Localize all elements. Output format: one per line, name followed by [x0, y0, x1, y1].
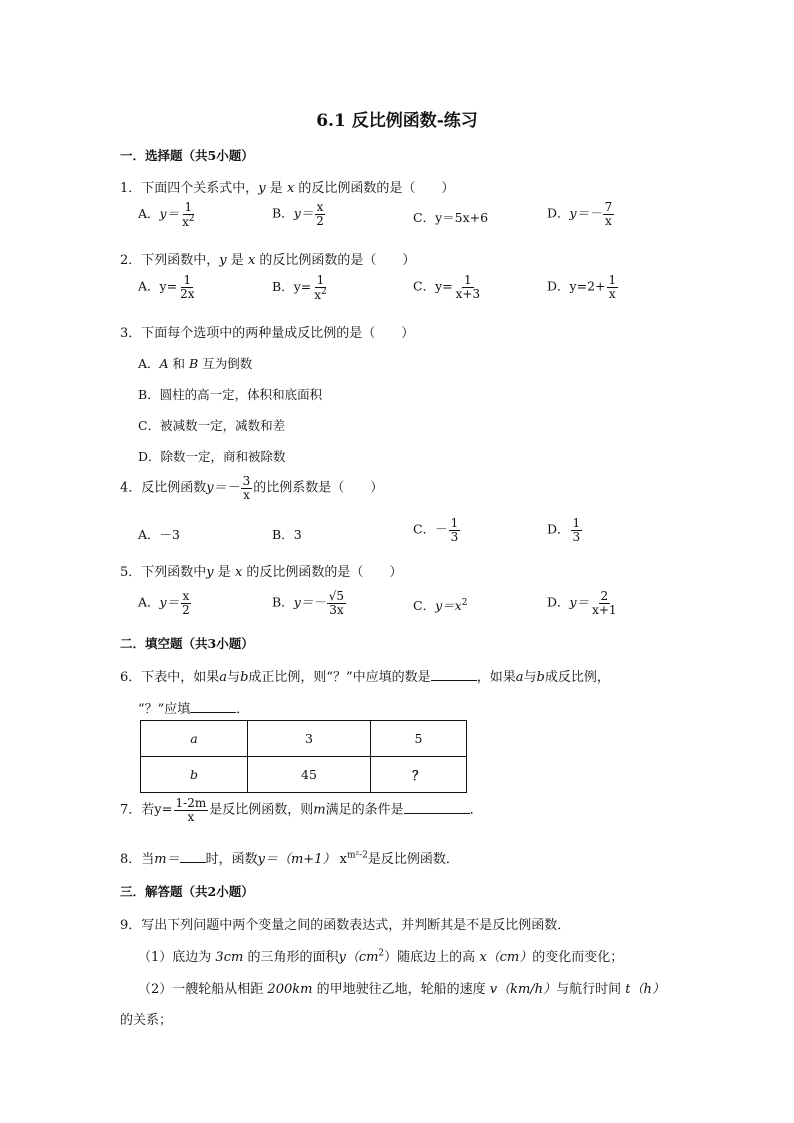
question-9-stem: 9．写出下列问题中两个变量之间的函数表达式，并判断其是不是反比例函数．: [120, 918, 571, 933]
question-3-option-d[interactable]: D．除数一定，商和被除数: [138, 449, 286, 464]
question-5-option-d[interactable]: D．y＝ $\frac{2}{x+1}$: [547, 589, 617, 617]
question-4-option-c[interactable]: C．－ $\frac{1}{3}$: [413, 516, 459, 544]
table-cell: 5: [371, 721, 467, 757]
page-title: 6.1 反比例函数-练习: [316, 111, 478, 131]
question-1-option-a[interactable]: A．y＝ $\frac{1}{x^2}$: [138, 200, 195, 229]
question-2-option-b[interactable]: B．y= $\frac{1}{x^2}$: [272, 273, 327, 302]
question-5-option-c[interactable]: C．$y=x^2$: [413, 597, 468, 613]
table-cell: 3: [248, 721, 371, 757]
question-6-line-2: “？”应填 ．: [138, 702, 250, 717]
question-4-stem: 4．反比例函数y＝－ $\frac{3}{x}$ 的比例系数是（ ）: [120, 474, 384, 502]
question-9-part-2-continued: 的关系；: [120, 1013, 173, 1028]
section-heading-fill: 二．填空题（共3小题）: [120, 636, 254, 651]
question-1-stem: 1．下面四个关系式中，y 是 x 的反比例函数的是（ ）: [120, 181, 455, 196]
question-3-option-c[interactable]: C．被减数一定，减数和差: [138, 418, 286, 433]
table-cell: a: [141, 721, 248, 757]
question-5-stem: 5．下列函数中y 是 x 的反比例函数的是（ ）: [120, 565, 403, 580]
question-1-option-d[interactable]: D．y＝－ $\frac{7}{x}$: [547, 200, 613, 228]
table-cell: ？: [371, 757, 467, 793]
answer-blank[interactable]: [431, 668, 477, 681]
question-5-option-a[interactable]: A．y＝ $\frac{x}{2}$: [138, 589, 190, 617]
answer-blank[interactable]: [404, 801, 470, 814]
table-cell: 45: [248, 757, 371, 793]
table-row: [141, 721, 467, 757]
question-3-stem: 3．下面每个选项中的两种量成反比例的是（ ）: [120, 326, 415, 341]
question-2-option-c[interactable]: C．y= $\frac{1}{x+3}$: [413, 273, 481, 301]
question-3-option-b[interactable]: B．圆柱的高一定，体积和底面积: [138, 387, 323, 402]
question-2-option-d[interactable]: D．y=2+ $\frac{1}{x}$: [547, 273, 617, 301]
question-4-option-d[interactable]: D． $\frac{1}{3}$: [547, 516, 581, 544]
question-2-option-a[interactable]: A．y= $\frac{1}{2x}$: [138, 273, 195, 301]
question-6-line-1: 6．下表中，如果a与b成正比例，则“？”中应填的数是 ，如果a与b成反比例，: [120, 670, 610, 685]
question-5-option-b[interactable]: B．y＝－ $\frac{√5}{3x}$: [272, 589, 345, 617]
question-4-option-b[interactable]: B．3: [272, 527, 302, 542]
table-cell: b: [141, 757, 248, 793]
section-heading-choice: 一．选择题（共5小题）: [120, 148, 254, 163]
question-8: 8．当m＝ 时，函数y＝（m+1） $x^{m^2-2}$是反比例函数．: [120, 850, 459, 867]
table-row: [141, 757, 467, 793]
question-3-option-a[interactable]: A．A 和 B 互为倒数: [138, 356, 253, 371]
question-9-part-1: （1）底边为 3cm 的三角形的面积$y(cm^2)$随底边上的高 x（cm）的变化而变化；: [138, 948, 624, 965]
question-7: 7．若y= $\frac{1-2m}{x}$ 是反比例函数，则m满足的条件是 ．: [120, 796, 483, 824]
section-heading-answer: 三．解答题（共2小题）: [120, 884, 254, 899]
answer-blank[interactable]: [180, 850, 206, 863]
answer-blank[interactable]: [190, 700, 236, 713]
question-2-stem: 2．下列函数中，y 是 x 的反比例函数的是（ ）: [120, 253, 416, 268]
data-table: [140, 720, 467, 793]
question-1-option-c[interactable]: C．y＝5x+6: [413, 210, 489, 225]
question-1-option-b[interactable]: B．y＝ $\frac{x}{2}$: [272, 200, 324, 228]
question-4-option-a[interactable]: A．－3: [138, 527, 180, 542]
question-9-part-2: （2）一艘轮船从相距 200km 的甲地驶往乙地，轮船的速度 v（km/h）与航行时间 t（h）: [138, 982, 665, 997]
